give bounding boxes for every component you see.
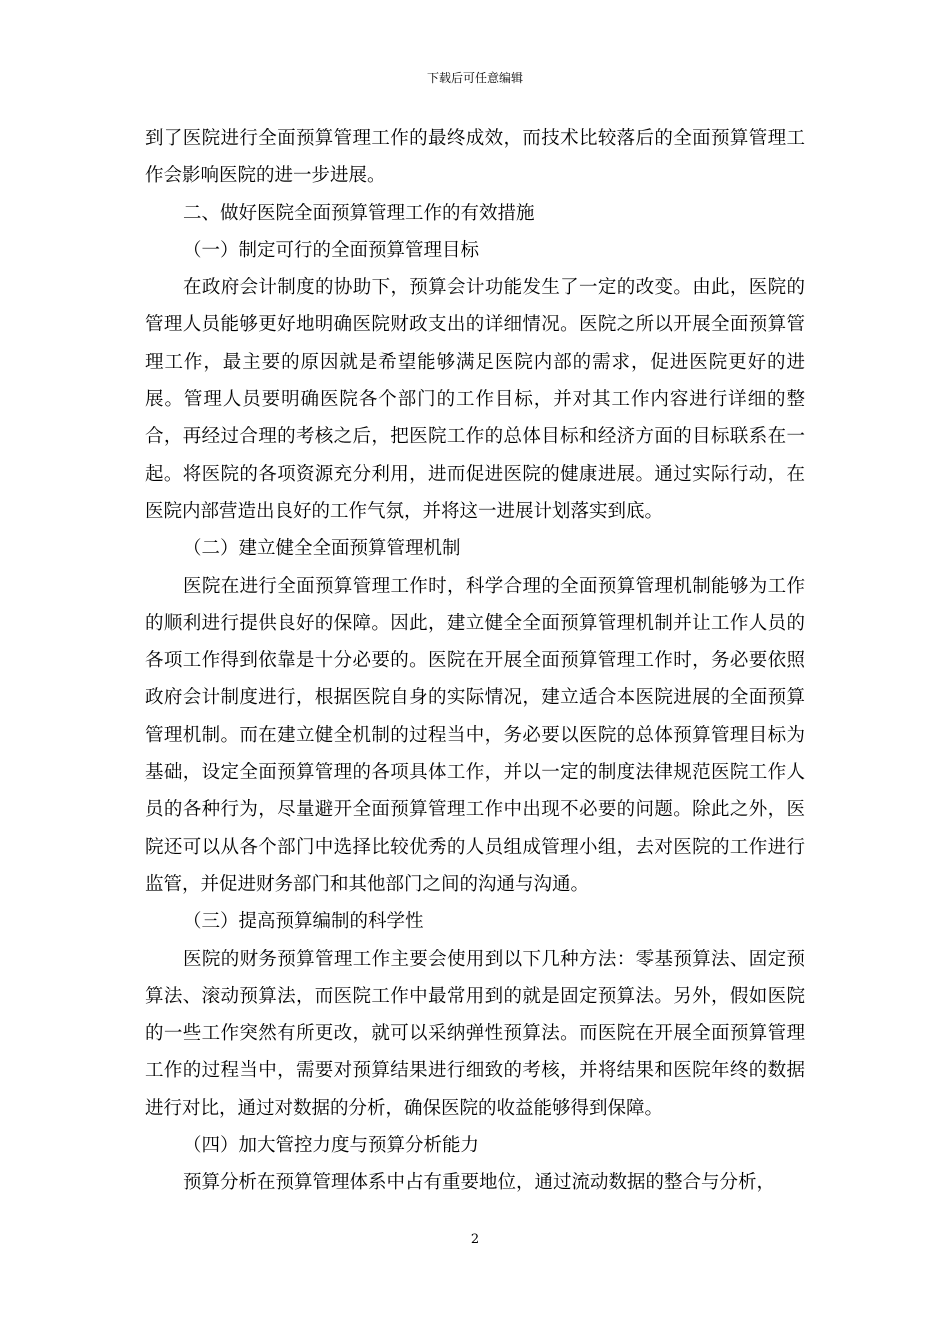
section-heading-2: 二、做好医院全面预算管理工作的有效措施: [183, 202, 535, 224]
subheading-3: （三）提高预算编制的科学性: [183, 911, 424, 933]
subheading-4: （四）加大管控力度与预算分析能力: [183, 1135, 480, 1157]
subheading-2: （二）建立健全全面预算管理机制: [183, 538, 461, 560]
page-number: 2: [470, 1232, 480, 1247]
paragraph-2: 在政府会计制度的协助下，预算会计功能发生了一定的改变。由此，医院的管理人员能够更好地明确医院财政支出的详细情况。医院之所以开展全面预算管理工作，最主要的原因就是希望能够满足医院内部的需求，促进医院更好的进展。管理人员要明确医院各个部门的工作目标，并对其工作内容进行详细的整合，再经过合理的考核之后，把医院工作的总体目标和经济方面的目标联系在一起。将医院的各项资源充分利用，进而促进医院的健康进展。通过实际行动，在医院内部营造出良好的工作气氛，并将这一进展计划落实到底。: [145, 277, 805, 522]
subheading-1: （一）制定可行的全面预算管理目标: [183, 239, 480, 261]
body-text: [145, 120, 805, 1202]
paragraph-4: 医院的财务预算管理工作主要会使用到以下几种方法：零基预算法、固定预算法、滚动预算法，而医院工作中最常用到的就是固定预算法。另外，假如医院的一些工作突然有所更改，就可以采纳弹性预算法。而医院在开展全面预算管理工作的过程当中，需要对预算结果进行细致的考核，并将结果和医院年终的数据进行对比，通过对数据的分析，确保医院的收益能够得到保障。: [145, 948, 805, 1119]
paragraph-3: 医院在进行全面预算管理工作时，科学合理的全面预算管理机制能够为工作的顺利进行提供良好的保障。因此，建立健全全面预算管理机制并让工作人员的各项工作得到依靠是十分必要的。医院在开展全面预算管理工作时，务必要依照政府会计制度进行，根据医院自身的实际情况，建立适合本医院进展的全面预算管理机制。而在建立健全机制的过程当中，务必要以医院的总体预算管理目标为基础，设定全面预算管理的各项具体工作，并以一定的制度法律规范医院工作人员的各种行为，尽量避开全面预算管理工作中出现不必要的问题。除此之外，医院还可以从各个部门中选择比较优秀的人员组成管理小组，去对医院的工作进行监管，并促进财务部门和其他部门之间的沟通与沟通。: [145, 575, 805, 895]
paragraph-5: 预算分析在预算管理体系中占有重要地位，通过流动数据的整合与分析，: [183, 1172, 776, 1194]
paragraph-1: 到了医院进行全面预算管理工作的最终成效，而技术比较落后的全面预算管理工作会影响医院的进一步进展。: [145, 128, 805, 187]
header-note: 下载后可任意编辑: [426, 71, 523, 85]
